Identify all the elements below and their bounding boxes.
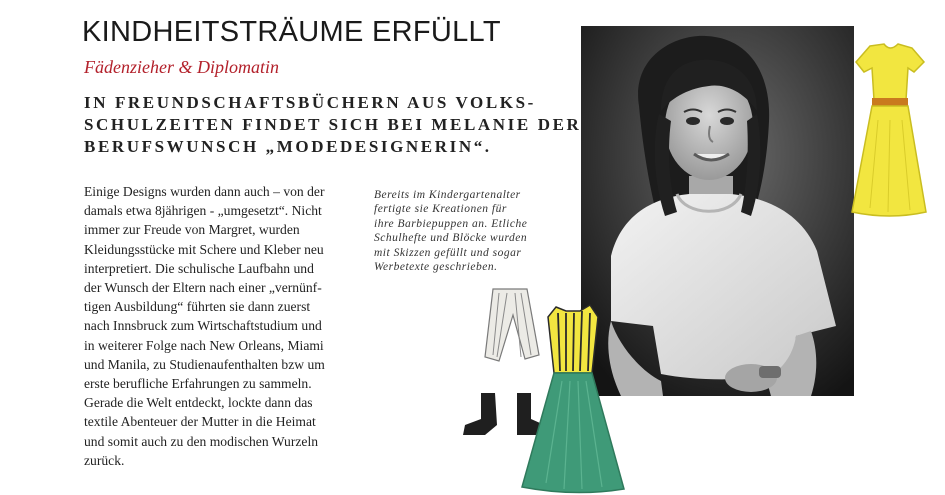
- caption-line: Schulhefte und Blöcke wurden: [374, 232, 528, 245]
- body-line: und somit auch zu den modischen Wurzeln: [84, 433, 319, 449]
- caption-line: Bereits im Kindergartenalter: [374, 189, 521, 201]
- caption-line: ihre Barbiepuppen an. Etliche: [374, 217, 528, 230]
- yellow-dress-drawing: [848, 40, 928, 220]
- lead-line: SCHULZEITEN FINDET SICH BEI MELANIE DER: [84, 115, 582, 134]
- article-subtitle: Fädenzieher & Diplomatin: [84, 57, 279, 77]
- body-line: damals etwa 8jährigen - „umgesetzt“. Nicht: [84, 203, 322, 219]
- body-line: nach Innsbruck zum Wirtschaftstudium und: [84, 318, 322, 334]
- body-line: in weiterer Folge nach New Orleans, Miami: [84, 337, 324, 353]
- article-lead: [84, 92, 582, 158]
- body-line: immer zur Freude von Margret, wurden: [84, 222, 300, 238]
- body-line: Einige Designs wurden dann auch – von der: [84, 184, 325, 199]
- body-line: tigen Ausbildung“ führten sie dann zuerst: [84, 299, 311, 315]
- lead-line: BERUFSWUNSCH „MODEDESIGNERIN“.: [84, 137, 492, 156]
- photo-caption: [374, 188, 584, 274]
- article-title: KINDHEITSTRÄUME ERFÜLLT: [82, 16, 501, 48]
- body-line: interpretiert. Die schulische Laufbahn und: [84, 260, 314, 276]
- body-line: der Wunsch der Eltern nach einer „vernünf-: [84, 280, 322, 296]
- body-line: textile Abenteuer der Mutter in die Heimat: [84, 414, 316, 430]
- article-body: [84, 182, 374, 470]
- body-line: zurück.: [84, 452, 125, 468]
- caption-line: Werbetexte geschrieben.: [374, 261, 498, 274]
- lead-line: IN FREUNDSCHAFTSBÜCHERN AUS VOLKS-: [84, 93, 536, 112]
- caption-line: fertigte sie Kreationen für: [374, 203, 507, 216]
- green-skirt-dress-drawing: [518, 303, 628, 495]
- caption-line: mit Skizzen gefüllt und sogar: [374, 246, 522, 259]
- body-line: Gerade die Welt entdeckt, lockte dann das: [84, 395, 313, 411]
- body-line: erste berufliche Erfahrungen zu sammeln.: [84, 376, 312, 392]
- body-line: Kleidungsstücke mit Schere und Kleber neu: [84, 241, 324, 257]
- body-line: und Manila, zu Studienaufenthalten bzw um: [84, 356, 325, 372]
